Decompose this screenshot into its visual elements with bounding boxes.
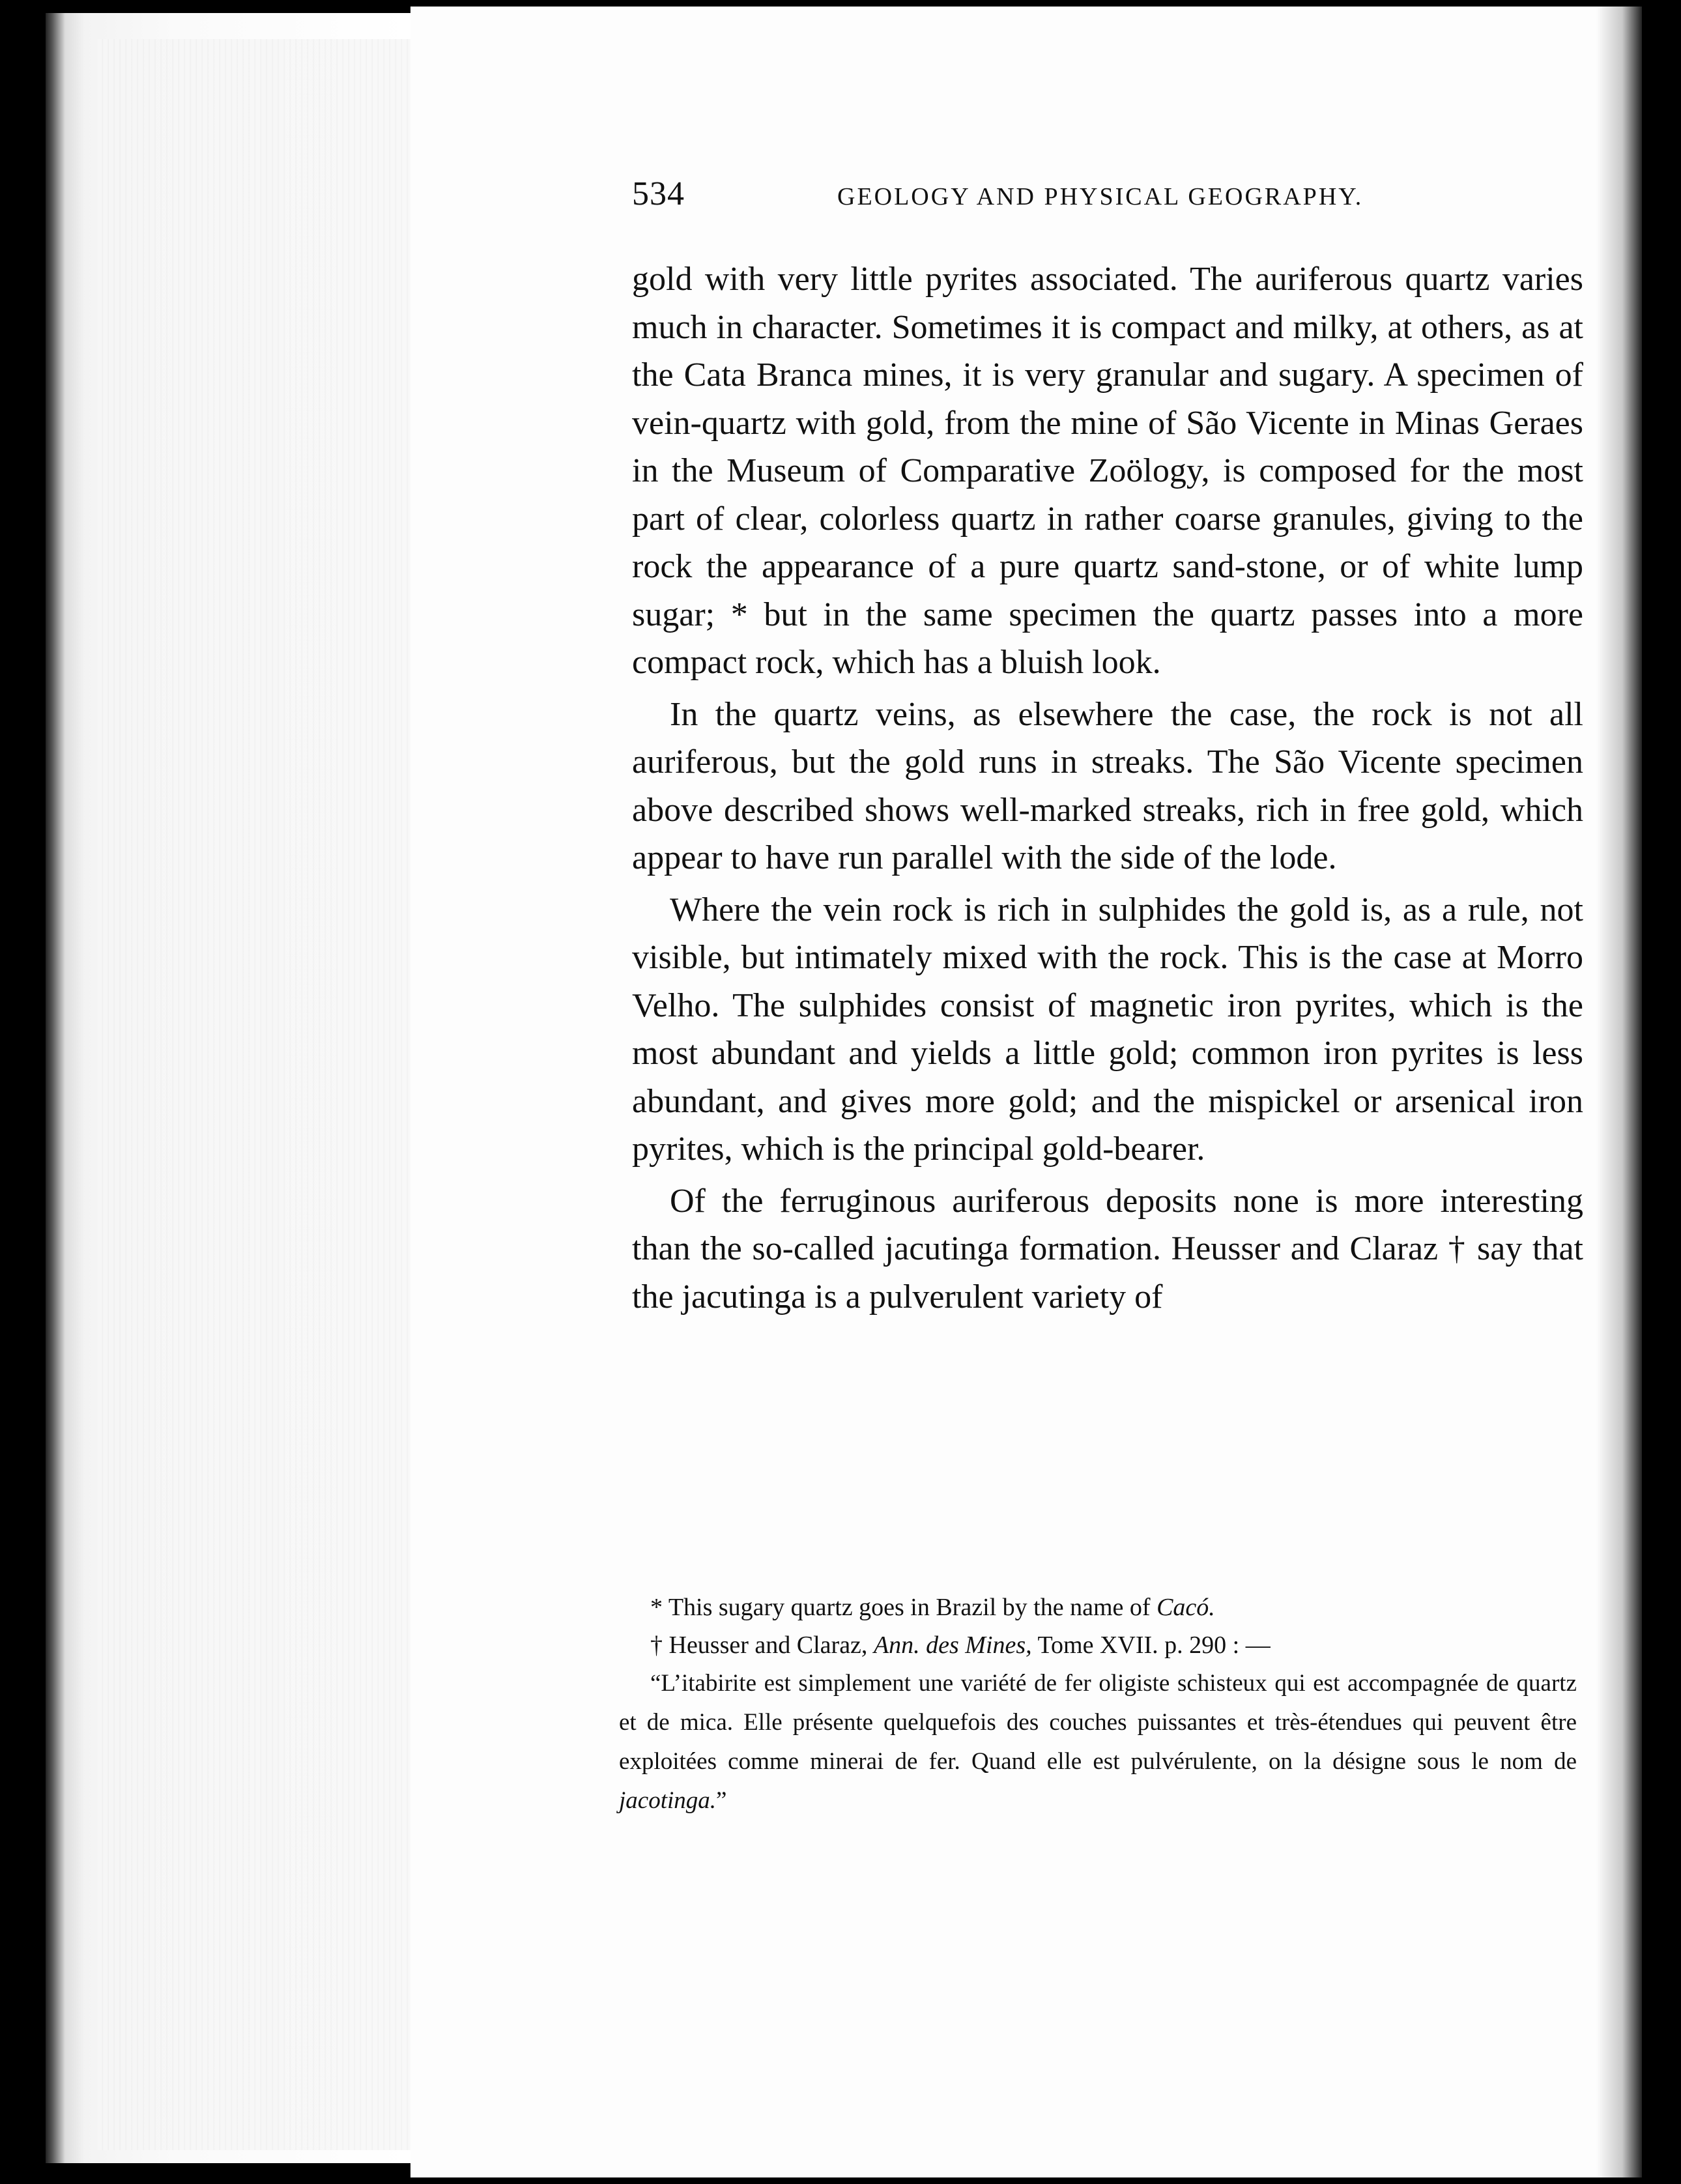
footnote-quote-text: “L’itabirite est simplement une variété de fer oligiste schisteux qui est accompagnée de quartz et de mica. Elle présente quelquefois des couches puissantes et très-étendues qui peuvent être exploitées comme minerai de fer. Quand elle est pulvérulente, on la désigne sous le nom de: [619, 1670, 1577, 1775]
footnote-1-text: * This sugary quartz goes in Brazil by the name of: [650, 1594, 1157, 1621]
paragraph-2: In the quartz veins, as elsewhere the case, the rock is not all auriferous, but the gold runs in streaks. The São Vicente specimen above described shows well-marked streaks, rich in free gold, which appear to have run parallel with the side of the lode.: [632, 695, 1583, 876]
footnote-quote-italic: jacotinga.: [619, 1787, 717, 1814]
footnote-2-suffix: Tome XVII. p. 290 : —: [1031, 1631, 1271, 1659]
footnote-1-italic: Cacó.: [1157, 1594, 1215, 1621]
footnote-2: [619, 1626, 1577, 1664]
footnote-quote-end: ”: [716, 1787, 727, 1814]
paragraph-3: Where the vein rock is rich in sulphides the gold is, as a rule, not visible, but intimately mixed with the rock. This is the case at Morro Velho. The sulphides consist of magnetic iron pyrites, which is the most abundant and yields a little gold; common iron pyrites is less abundant, and gives more gold; and the mispickel or arsenical iron pyrites, which is the principal gold-bearer.: [632, 891, 1583, 1168]
body-text: [632, 255, 1583, 1321]
running-header-title: GEOLOGY AND PHYSICAL GEOGRAPHY.: [837, 183, 1364, 210]
book-page-edges: [46, 13, 410, 2163]
page-gutter-shadow: [1596, 7, 1642, 2177]
footnote-2-prefix: † Heusser and Claraz,: [650, 1631, 874, 1659]
running-header: [632, 177, 1394, 223]
paragraph-4: Of the ferruginous auriferous deposits none is more interesting than the so-called jacutinga formation. Heusser and Claraz † say that the jacutinga is a pulverulent variety of: [632, 1182, 1583, 1315]
footnote-2-italic: Ann. des Mines,: [873, 1631, 1032, 1659]
page-stack-texture: [98, 39, 410, 2150]
footnote-quote: [619, 1664, 1577, 1820]
page-number: 534: [632, 175, 685, 212]
paragraph-1: gold with very little pyrites associated. The auriferous quartz varies much in character. Sometimes it is compact and milky, at others, as at the Cata Branca mines, it is very granular and sugary. A specimen of vein-quartz with gold, from the mine of São Vicente in Minas Geraes in the Museum of Comparative Zoölogy, is composed for the most part of clear, colorless quartz in rather coarse granules, giving to the rock the appearance of a pure quartz sand-stone, or of white lump sugar; * but in the same specimen the quartz passes into a more compact rock, which has a bluish look.: [632, 261, 1583, 681]
footnotes: [619, 1588, 1577, 1820]
footnote-1: [619, 1588, 1577, 1626]
